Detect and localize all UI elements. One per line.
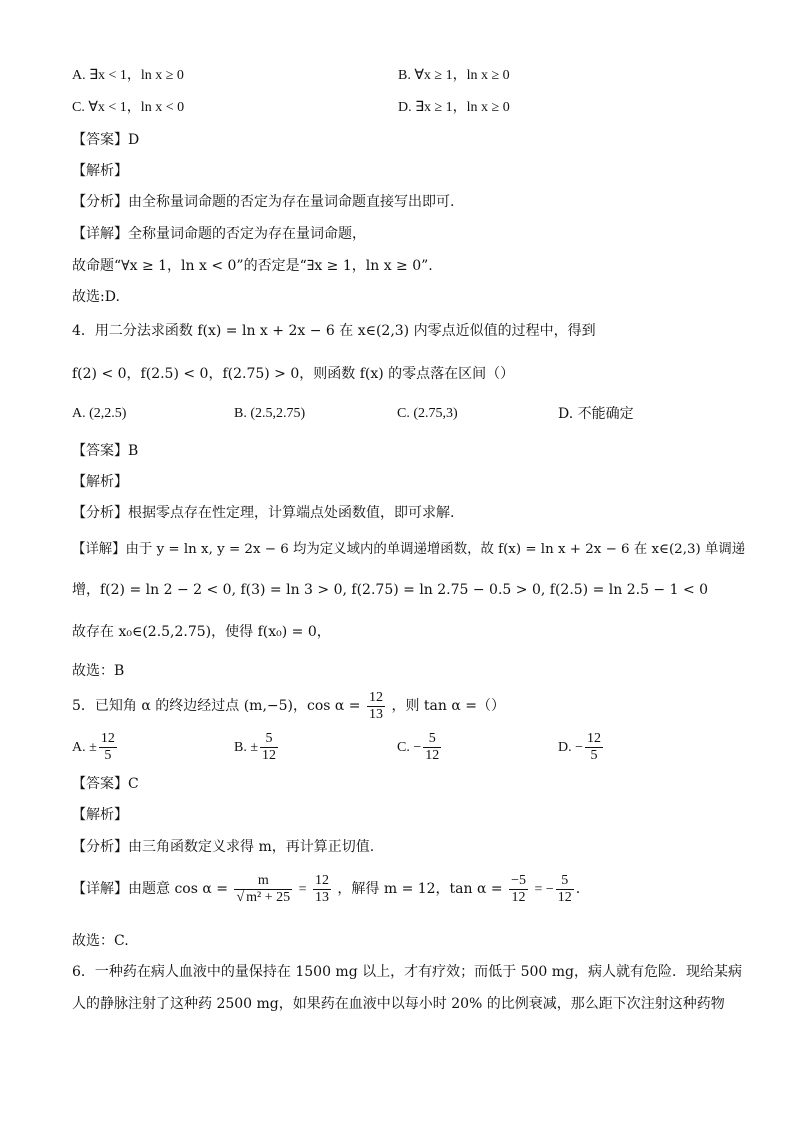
q5-detail-mid: ，解得 m = 12，tan α =: [337, 881, 503, 897]
q5-option-d-den: 5: [590, 748, 598, 764]
q5-option-a-sign: ±: [89, 740, 97, 755]
q5-stem: [72, 686, 505, 726]
q5-option-a-fraction: [99, 731, 117, 764]
q5-option-d: [558, 728, 605, 768]
q3-detail-2: 故命题“∀x ≥ 1，ln x < 0”的否定是“∃x ≥ 1，ln x ≥ 0”.: [72, 258, 433, 274]
q5-answer: 【答案】C: [72, 776, 139, 792]
q5-detail-pre: 【详解】由题意 cos α =: [72, 881, 228, 897]
q5-detail-end: .: [575, 881, 581, 897]
q5-option-b-label: B.: [234, 740, 247, 755]
q5-stem-fraction: [367, 690, 385, 723]
q5-option-b-num: 5: [260, 731, 278, 748]
q5-detail: [72, 866, 580, 913]
q4-detail-2: 增，f(2) = ln 2 − 2 < 0, f(3) = ln 3 > 0, f(2.75) = ln 2.75 − 0.5 > 0, f(2.5) = ln 2.5 − 1 < 0: [72, 582, 709, 598]
q5-option-c-den: 12: [425, 748, 440, 764]
q4-stem-1: 4．用二分法求函数 f(x) = ln x + 2x − 6 在 x∈(2,3) 内零点近似值的过程中，得到: [72, 323, 596, 339]
q3-detail-1: 【详解】全称量词命题的否定为存在量词命题，: [72, 226, 366, 242]
q5-detail-fraction-3-num: −5: [511, 872, 526, 888]
q3-analysis: 【分析】由全称量词命题的否定为存在量词命题直接写出即可.: [72, 194, 455, 210]
q5-option-c-num: 5: [423, 731, 441, 748]
q4-answer: 【答案】B: [72, 443, 139, 459]
q5-detail-eq2: = −: [534, 882, 554, 897]
q4-option-a: A. (2,2.5): [72, 406, 127, 421]
q3-option-b: B. ∀x ≥ 1，ln x ≥ 0: [398, 68, 510, 83]
q5-stem-fraction-num: 12: [369, 689, 383, 705]
q5-option-b-den: 12: [262, 748, 277, 764]
q4-choice: 故选：B: [72, 663, 125, 679]
q5-detail-fraction-4-num: 5: [556, 873, 574, 890]
q5-detail-fraction-2-num: 12: [314, 872, 329, 888]
q3-choice: 故选:D.: [72, 289, 120, 305]
q4-option-b: B. (2.5,2.75): [234, 406, 306, 421]
q5-analysis: 【分析】由三角函数定义求得 m，再计算正切值.: [72, 839, 375, 855]
q3-option-a: A. ∃x < 1，ln x ≥ 0: [72, 68, 184, 83]
q5-option-b-sign: ±: [250, 740, 259, 755]
q5-stem-pre: 5．已知角 α 的终边经过点 (m,−5)，cos α =: [72, 698, 361, 714]
q5-option-a: [72, 728, 119, 768]
q4-stem-2: f(2) < 0，f(2.5) < 0，f(2.75) > 0，则函数 f(x) 的零点落在区间（）: [72, 366, 515, 382]
q5-option-b-fraction: [260, 731, 278, 764]
q5-detail-fraction-2-den: 13: [314, 889, 329, 905]
q5-detail-fraction-2: [313, 873, 331, 906]
q5-detail-fraction-1: [234, 873, 292, 906]
q5-stem-fraction-den: 13: [369, 706, 383, 722]
q5-detail-eq: =: [298, 882, 307, 897]
q5-option-d-label: D.: [558, 740, 572, 755]
q5-option-d-sign: −: [575, 740, 584, 755]
q6-stem-2: 人的静脉注射了这种药 2500 mg，如果药在血液中以每小时 20% 的比例衰减，那么距下次注射这种药物: [72, 996, 725, 1012]
q5-detail-fraction-4: [556, 873, 574, 906]
q3-option-d: D. ∃x ≥ 1，ln x ≥ 0: [398, 100, 510, 115]
q5-detail-fraction-4-den: 12: [557, 889, 572, 905]
q4-option-d: D. 不能确定: [558, 406, 634, 422]
q5-analysis-title: 【解析】: [72, 807, 128, 823]
q5-stem-post: ，则 tan α =（）: [391, 698, 505, 714]
q5-option-a-num: 12: [100, 731, 115, 747]
q6-stem-1: 6．一种药在病人血液中的量保持在 1500 mg 以上，才有疗效；而低于 500 mg，病人就有危险．现给某病: [72, 964, 742, 980]
q3-option-c: C. ∀x < 1，ln x < 0: [72, 100, 185, 115]
q5-option-c-label: C.: [397, 740, 410, 755]
q4-detail-3: 故存在 x₀∈(2.5,2.75)，使得 f(x₀) = 0，: [72, 624, 331, 640]
q5-option-c-fraction: [423, 731, 441, 764]
q4-analysis: 【分析】根据零点存在性定理，计算端点处函数值，即可求解.: [72, 505, 455, 521]
q4-detail-1: 【详解】由于 y = ln x, y = 2x − 6 均为定义域内的单调递增函数，故 f(x) = ln x + 2x − 6 在 x∈(2,3) 单调递: [72, 542, 746, 557]
q5-option-b: [234, 728, 280, 768]
q4-analysis-title: 【解析】: [72, 474, 128, 490]
q5-choice: 故选：C.: [72, 933, 129, 949]
q5-option-c-sign: −: [413, 740, 422, 755]
q5-detail-fraction-1-den: √ m² + 25: [236, 889, 291, 905]
q5-option-c: [397, 728, 443, 768]
q5-option-a-den: 5: [104, 748, 112, 764]
q5-option-d-fraction: [585, 731, 603, 764]
q3-analysis-title: 【解析】: [72, 163, 128, 179]
q5-detail-sqrt: m² + 25: [246, 889, 291, 905]
q5-option-d-num: 12: [587, 731, 602, 747]
q5-detail-fraction-3: [509, 873, 528, 906]
q4-option-c: C. (2.75,3): [397, 406, 458, 421]
q5-option-a-label: A.: [72, 740, 86, 755]
q5-detail-fraction-1-num: m: [234, 873, 292, 890]
q5-detail-fraction-3-den: 12: [511, 889, 526, 905]
q3-answer: 【答案】D: [72, 132, 140, 148]
